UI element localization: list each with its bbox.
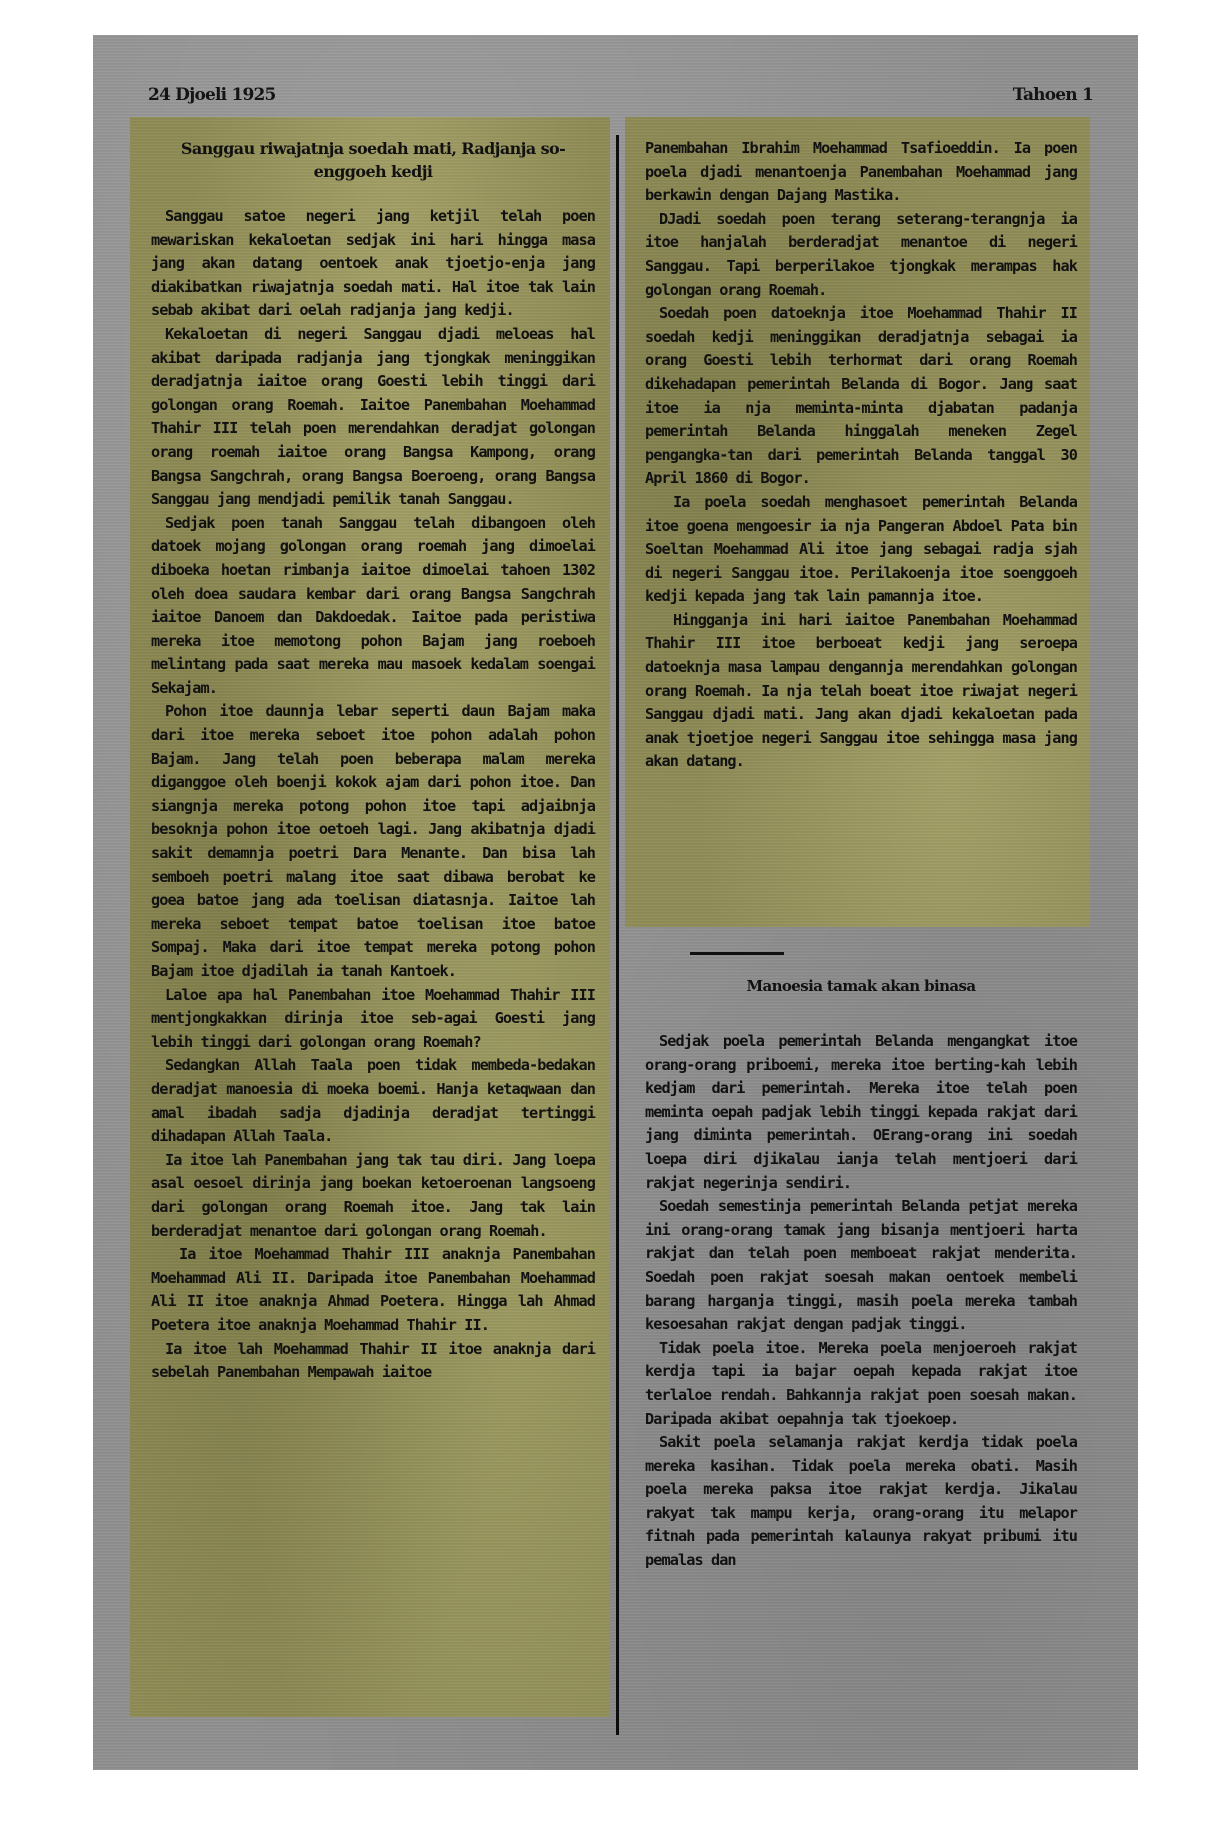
- article2-paragraph: Soedah semestinja pemerintah Belanda petjat mereka ini orang-orang tamak jang bisanja mentjoeri harta rakjat dan telah poen memboeat rakjat menderita. Soedah poen rakjat soesah makan oentoek membeli barang harganja tinggi, masih poela mereka tambah kesoesahan rakjat dengan padjak tinggi.: [645, 1197, 1077, 1334]
- article1-column-left: [151, 137, 595, 1385]
- issue-volume: Tahoen 1: [1012, 85, 1093, 105]
- article2-paragraph: Tidak poela itoe. Mereka poela menjoeroeh rakjat kerdja tapi ia bajar oepah kepada rakjat itoe terlaloe rendah. Bahkannja rakjat poen soesah makan. Daripada akibat oepahnja tak tjoekoep.: [645, 1338, 1077, 1428]
- article2-column: [645, 1030, 1077, 1573]
- article1-paragraph: Kekaloetan di negeri Sanggau djadi meloeas hal akibat daripada radjanja jang tjongkak meninggikan deradjatnja iaitoe orang Goesti lebih tinggi dari golongan orang Roemah. Iaitoe Panembahan Moehammad Thahir III telah poen merendahkan deradjat golongan orang roemah iaitoe orang Bangsa Kampong, orang Bangsa Sangchrah, orang Bangsa Boeroeng, orang Bangsa Sanggau jang mendjadi pemilik tanah Sanggau.: [151, 324, 595, 509]
- article1-continuation-paragraph: Ia poela soedah menghasoet pemerintah Belanda itoe goena mengoesir ia nja Pangeran Abdoel Pata bin Soeltan Moehammad Ali itoe jang sebagai radja sjah di negeri Sanggau itoe. Perilakoenja itoe soenggoeh kedji kepada jang tak lain pamannja itoe.: [645, 492, 1077, 606]
- article2-paragraph: Sakit poela selamanja rakjat kerdja tidak poela mereka kasihan. Tidak poela mereka obati. Masih poela mereka paksa itoe rakjat kerdja. Jikalau rakyat tak mampu kerja, orang-orang itu melapor fitnah pada pemerintah kalaunya rakyat pribumi itu pemalas dan: [645, 1433, 1077, 1570]
- article1-paragraph: Pohon itoe daunnja lebar seperti daun Bajam maka dari itoe mereka seboet itoe pohon adalah pohon Bajam. Jang telah poen beberapa malam mereka diganggoe oleh boenji kokok ajam dari pohon itoe. Dan siangnja mereka potong pohon itoe tapi adjaibnja besoknja pohon itoe oetoeh lagi. Jang akibatnja djadi sakit demamnja poetri Dara Menante. Dan bisa lah semboeh poetri malang itoe saat dibawa berobat ke goea batoe jang ada toelisan diatasnja. Iaitoe lah mereka seboet tempat batoe toelisan itoe batoe Sompaj. Maka dari itoe tempat mereka potong pohon Bajam itoe djadilah ia tanah Kantoek.: [151, 702, 595, 980]
- article2-paragraph: Sedjak poela pemerintah Belanda mengangkat itoe orang-orang priboemi, mereka itoe berting-kah lebih kedjam dari pemerintah. Mereka itoe telah poen meminta oepah padjak lebih tinggi kepada rakjat dari jang diminta pemerintah. OErang-orang ini soedah loepa diri djikalau ianja telah mentjoeri dari rakjat negerinja sendiri.: [645, 1032, 1077, 1192]
- article1-paragraph: Sanggau satoe negeri jang ketjil telah poen mewariskan kekaloetan sedjak ini hari hingga masa jang akan datang oentoek anak tjoetjo-enja jang diakibatkan riwajatnja soedah mati. Hal itoe tak lain sebab akibat dari oelah radjanja jang kedji.: [151, 207, 595, 320]
- article1-column-right: [645, 137, 1077, 774]
- article1-paragraph: Ia itoe lah Moehammad Thahir II itoe anaknja dari sebelah Panembahan Mempawah iaitoe: [151, 1339, 595, 1382]
- article1-continuation-paragraph: DJadi soedah poen terang seterang-terangnja ia itoe hanjalah berderadjat menantoe di negeri Sanggau. Tapi berperilakoe tjongkak merampas hak golongan orang Roemah.: [645, 209, 1077, 299]
- article2-title: Manoesia tamak akan binasa: [746, 977, 976, 995]
- issue-date: 24 Djoeli 1925: [148, 85, 276, 105]
- article1-paragraph: Ia itoe Moehammad Thahir III anaknja Panembahan Moehammad Ali II. Daripada itoe Panembahan Moehammad Ali II itoe anaknja Ahmad Poetera. Hingga lah Ahmad Poetera itoe anaknja Moehammad Thahir II.: [151, 1245, 595, 1334]
- article1-continuation-paragraph: Soedah poen datoeknja itoe Moehammad Thahir II soedah kedji meninggikan deradjatnja sebagai ia orang Goesti lebih terhormat dari orang Roemah dikehadapan pemerintah Belanda di Bogor. Jang saat itoe ia nja meminta-minta djabatan padanja pemerintah Belanda hinggalah meneken Zegel pengangka-tan dari pemerintah Belanda tanggal 30 April 1860 di Bogor.: [645, 304, 1077, 488]
- article1-continuation-paragraph: Hingganja ini hari iaitoe Panembahan Moehammad Thahir III itoe berboeat kedji jang seroepa datoeknja masa lampau dengannja merendahkan golongan orang Roemah. Ia nja telah boeat itoe riwajat negeri Sanggau djadi mati. Jang akan djadi kekaloetan pada anak tjoetjoe negeri Sanggau itoe sehingga masa jang akan datang.: [645, 610, 1077, 771]
- article1-paragraph: Sedangkan Allah Taala poen tidak membeda-bedakan deradjat manoesia di moeka boemi. Hanja ketaqwaan dan amal ibadah sadja djadinja deradjat tertinggi dihadapan Allah Taala.: [151, 1056, 595, 1146]
- article1-continuation-paragraph: Panembahan Ibrahim Moehammad Tsafioeddin. Ia poen poela djadi menantoenja Panembahan Moehammad jang berkawin dengan Dajang Mastika.: [645, 139, 1077, 205]
- article1-paragraph: Laloe apa hal Panembahan itoe Moehammad Thahir III mentjongkakkan dirinja itoe seb-agai Goesti jang lebih tinggi dari golongan orang Roemah?: [151, 985, 595, 1051]
- article1-title: Sanggau riwajatnja soedah mati, Radjanja so-enggoeh kedji: [180, 139, 566, 181]
- article1-paragraph: Sedjak poen tanah Sanggau telah dibangoen oleh datoek mojang golongan orang roemah jang dimoelai diboeka hoetan rimbanja iaitoe dimoelai tahoen 1302 oleh doea saudara kembar dari orang Bangsa Sangchrah iaitoe Danoem dan Dakdoedak. Iaitoe pada peristiwa mereka itoe memotong pohon Bajam jang roeboeh melintang pada saat mereka mau masoek kedalam soengai Sekajam.: [151, 513, 595, 697]
- column-divider: [616, 135, 619, 1735]
- article1-paragraph: Ia itoe lah Panembahan jang tak tau diri. Jang loepa asal oesoel dirinja jang boekan ketoeroenan langsoeng dari golongan orang Roemah itoe. Jang tak lain berderadjat menantoe dari golongan orang Roemah.: [151, 1150, 595, 1240]
- article-separator-rule: [690, 952, 784, 955]
